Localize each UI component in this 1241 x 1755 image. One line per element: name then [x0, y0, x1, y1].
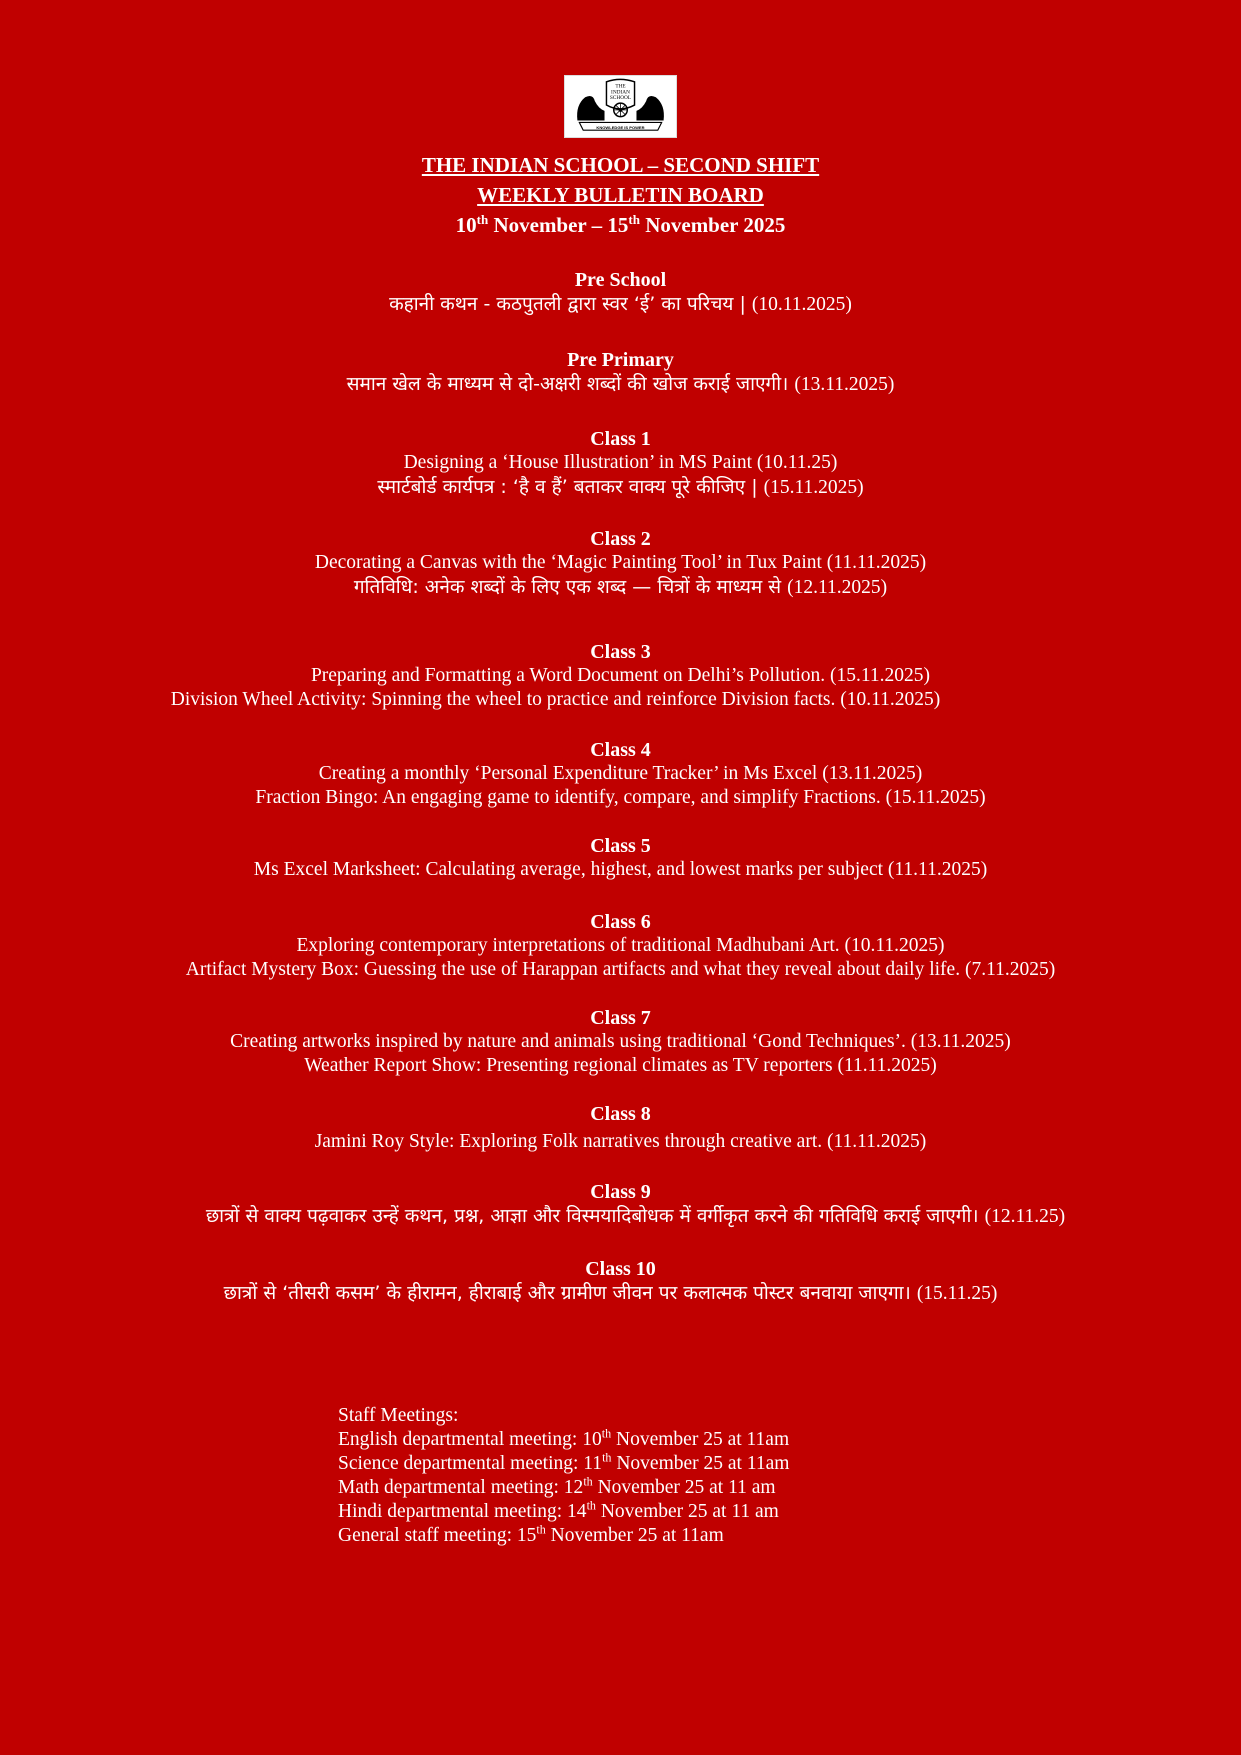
- meeting-item: General staff meeting: 15th November 25 at 11am: [338, 1522, 724, 1546]
- section-class-7: [0, 1006, 1241, 1078]
- school-logo: [564, 75, 677, 138]
- section-title: Class 5: [590, 835, 651, 857]
- section-title: Class 9: [590, 1181, 651, 1203]
- section-class-5: [0, 834, 1241, 882]
- activity-line: Exploring contemporary interpretations of traditional Madhubani Art. (10.11.2025): [296, 935, 945, 956]
- school-title: THE INDIAN SCHOOL – SECOND SHIFT: [421, 153, 820, 177]
- activity-line: Weather Report Show: Presenting regional climates as TV reporters (11.11.2025): [304, 1055, 937, 1076]
- meeting-item: Hindi departmental meeting: 14th November 25 at 11 am: [338, 1498, 779, 1522]
- section-class-4: [0, 738, 1241, 810]
- logo-motto: KNOWLEDGE IS POWER: [596, 124, 645, 130]
- staff-meetings-heading: Staff Meetings:: [338, 1405, 459, 1426]
- section-class-10: [0, 1257, 1241, 1306]
- logo-text-1: THE: [615, 83, 626, 90]
- activity-line: छात्रों से ‘तीसरी कसम’ के हीरामन, हीराबाई और ग्रामीण जीवन पर कलात्मक पोस्टर बनवाया जाएगा। (15.11.25): [223, 1282, 998, 1304]
- activity-line: Designing a ‘House Illustration’ in MS Paint (10.11.25): [403, 452, 838, 473]
- section-class-3: [0, 640, 1241, 712]
- activity-line: Preparing and Formatting a Word Document on Delhi’s Pollution. (15.11.2025): [310, 665, 931, 686]
- section-title: Class 6: [590, 911, 651, 933]
- section-title: Class 10: [585, 1258, 656, 1280]
- staff-meetings: [338, 1404, 789, 1548]
- activity-line: Jamini Roy Style: Exploring Folk narratives through creative art. (11.11.2025): [314, 1131, 927, 1152]
- bulletin-subtitle: WEEKLY BULLETIN BOARD: [477, 183, 764, 207]
- activity-line: Creating a monthly ‘Personal Expenditure Tracker’ in Ms Excel (13.11.2025): [318, 763, 923, 784]
- section-title: Class 8: [590, 1103, 651, 1125]
- section-pre-primary: [0, 348, 1241, 397]
- activity-line: कहानी कथन - कठपुतली द्वारा स्वर ‘ई’ का परिचय | (10.11.2025): [389, 293, 852, 315]
- section-title: Class 7: [590, 1007, 651, 1029]
- activity-line: Fraction Bingo: An engaging game to identify, compare, and simplify Fractions. (15.11.2025): [255, 787, 986, 808]
- section-pre-school: [0, 268, 1241, 317]
- activity-line: स्मार्टबोर्ड कार्यपत्र : ‘है व हैं’ बताकर वाक्य पूरे कीजिए | (15.11.2025): [377, 476, 864, 498]
- activity-line: छात्रों से वाक्य पढ़वाकर उन्हें कथन, प्रश्न, आज्ञा और विस्मयादिबोधक में वर्गीकृत करने की गतिविधि कराई जाएगी। (12.11.25): [205, 1205, 1066, 1227]
- section-class-8: [0, 1102, 1241, 1154]
- week-range: 10th November – 15th November 2025: [455, 212, 786, 237]
- section-title: Class 1: [590, 428, 651, 450]
- section-title: Pre School: [574, 269, 667, 291]
- meeting-item: English departmental meeting: 10th November 25 at 11am: [338, 1426, 790, 1450]
- activity-line: Ms Excel Marksheet: Calculating average, highest, and lowest marks per subject (11.11.2025): [253, 859, 988, 880]
- activity-line: Artifact Mystery Box: Guessing the use of Harappan artifacts and what they reveal about daily life. (7.11.2025): [185, 959, 1056, 980]
- meeting-item: Science departmental meeting: 11th November 25 at 11am: [338, 1450, 790, 1474]
- section-title: Pre Primary: [567, 349, 674, 371]
- section-title: Class 3: [590, 641, 651, 663]
- activity-line: Decorating a Canvas with the ‘Magic Painting Tool’ in Tux Paint (11.11.2025): [314, 552, 927, 573]
- meeting-item: Math departmental meeting: 12th November 25 at 11 am: [338, 1474, 776, 1498]
- section-class-6: [0, 910, 1241, 982]
- activity-line: Division Wheel Activity: Spinning the wheel to practice and reinforce Division facts. (10.11.2025): [170, 689, 941, 710]
- section-class-9: [0, 1180, 1241, 1229]
- section-title: Class 2: [590, 528, 651, 550]
- section-class-1: [0, 427, 1241, 500]
- activity-line: Creating artworks inspired by nature and animals using traditional ‘Gond Techniques’. (13.11.2025): [230, 1031, 1011, 1052]
- section-title: Class 4: [590, 739, 651, 761]
- bulletin-header: [0, 150, 1241, 240]
- logo-text-2: INDIAN: [611, 89, 630, 96]
- activity-line: समान खेल के माध्यम से दो-अक्षरी शब्दों की खोज कराई जाएगी। (13.11.2025): [346, 373, 895, 395]
- section-class-2: [0, 527, 1241, 600]
- logo-text-3: SCHOOL: [609, 95, 632, 102]
- activity-line: गतिविधि: अनेक शब्दों के लिए एक शब्द — चित्रों के माध्यम से (12.11.2025): [353, 576, 888, 598]
